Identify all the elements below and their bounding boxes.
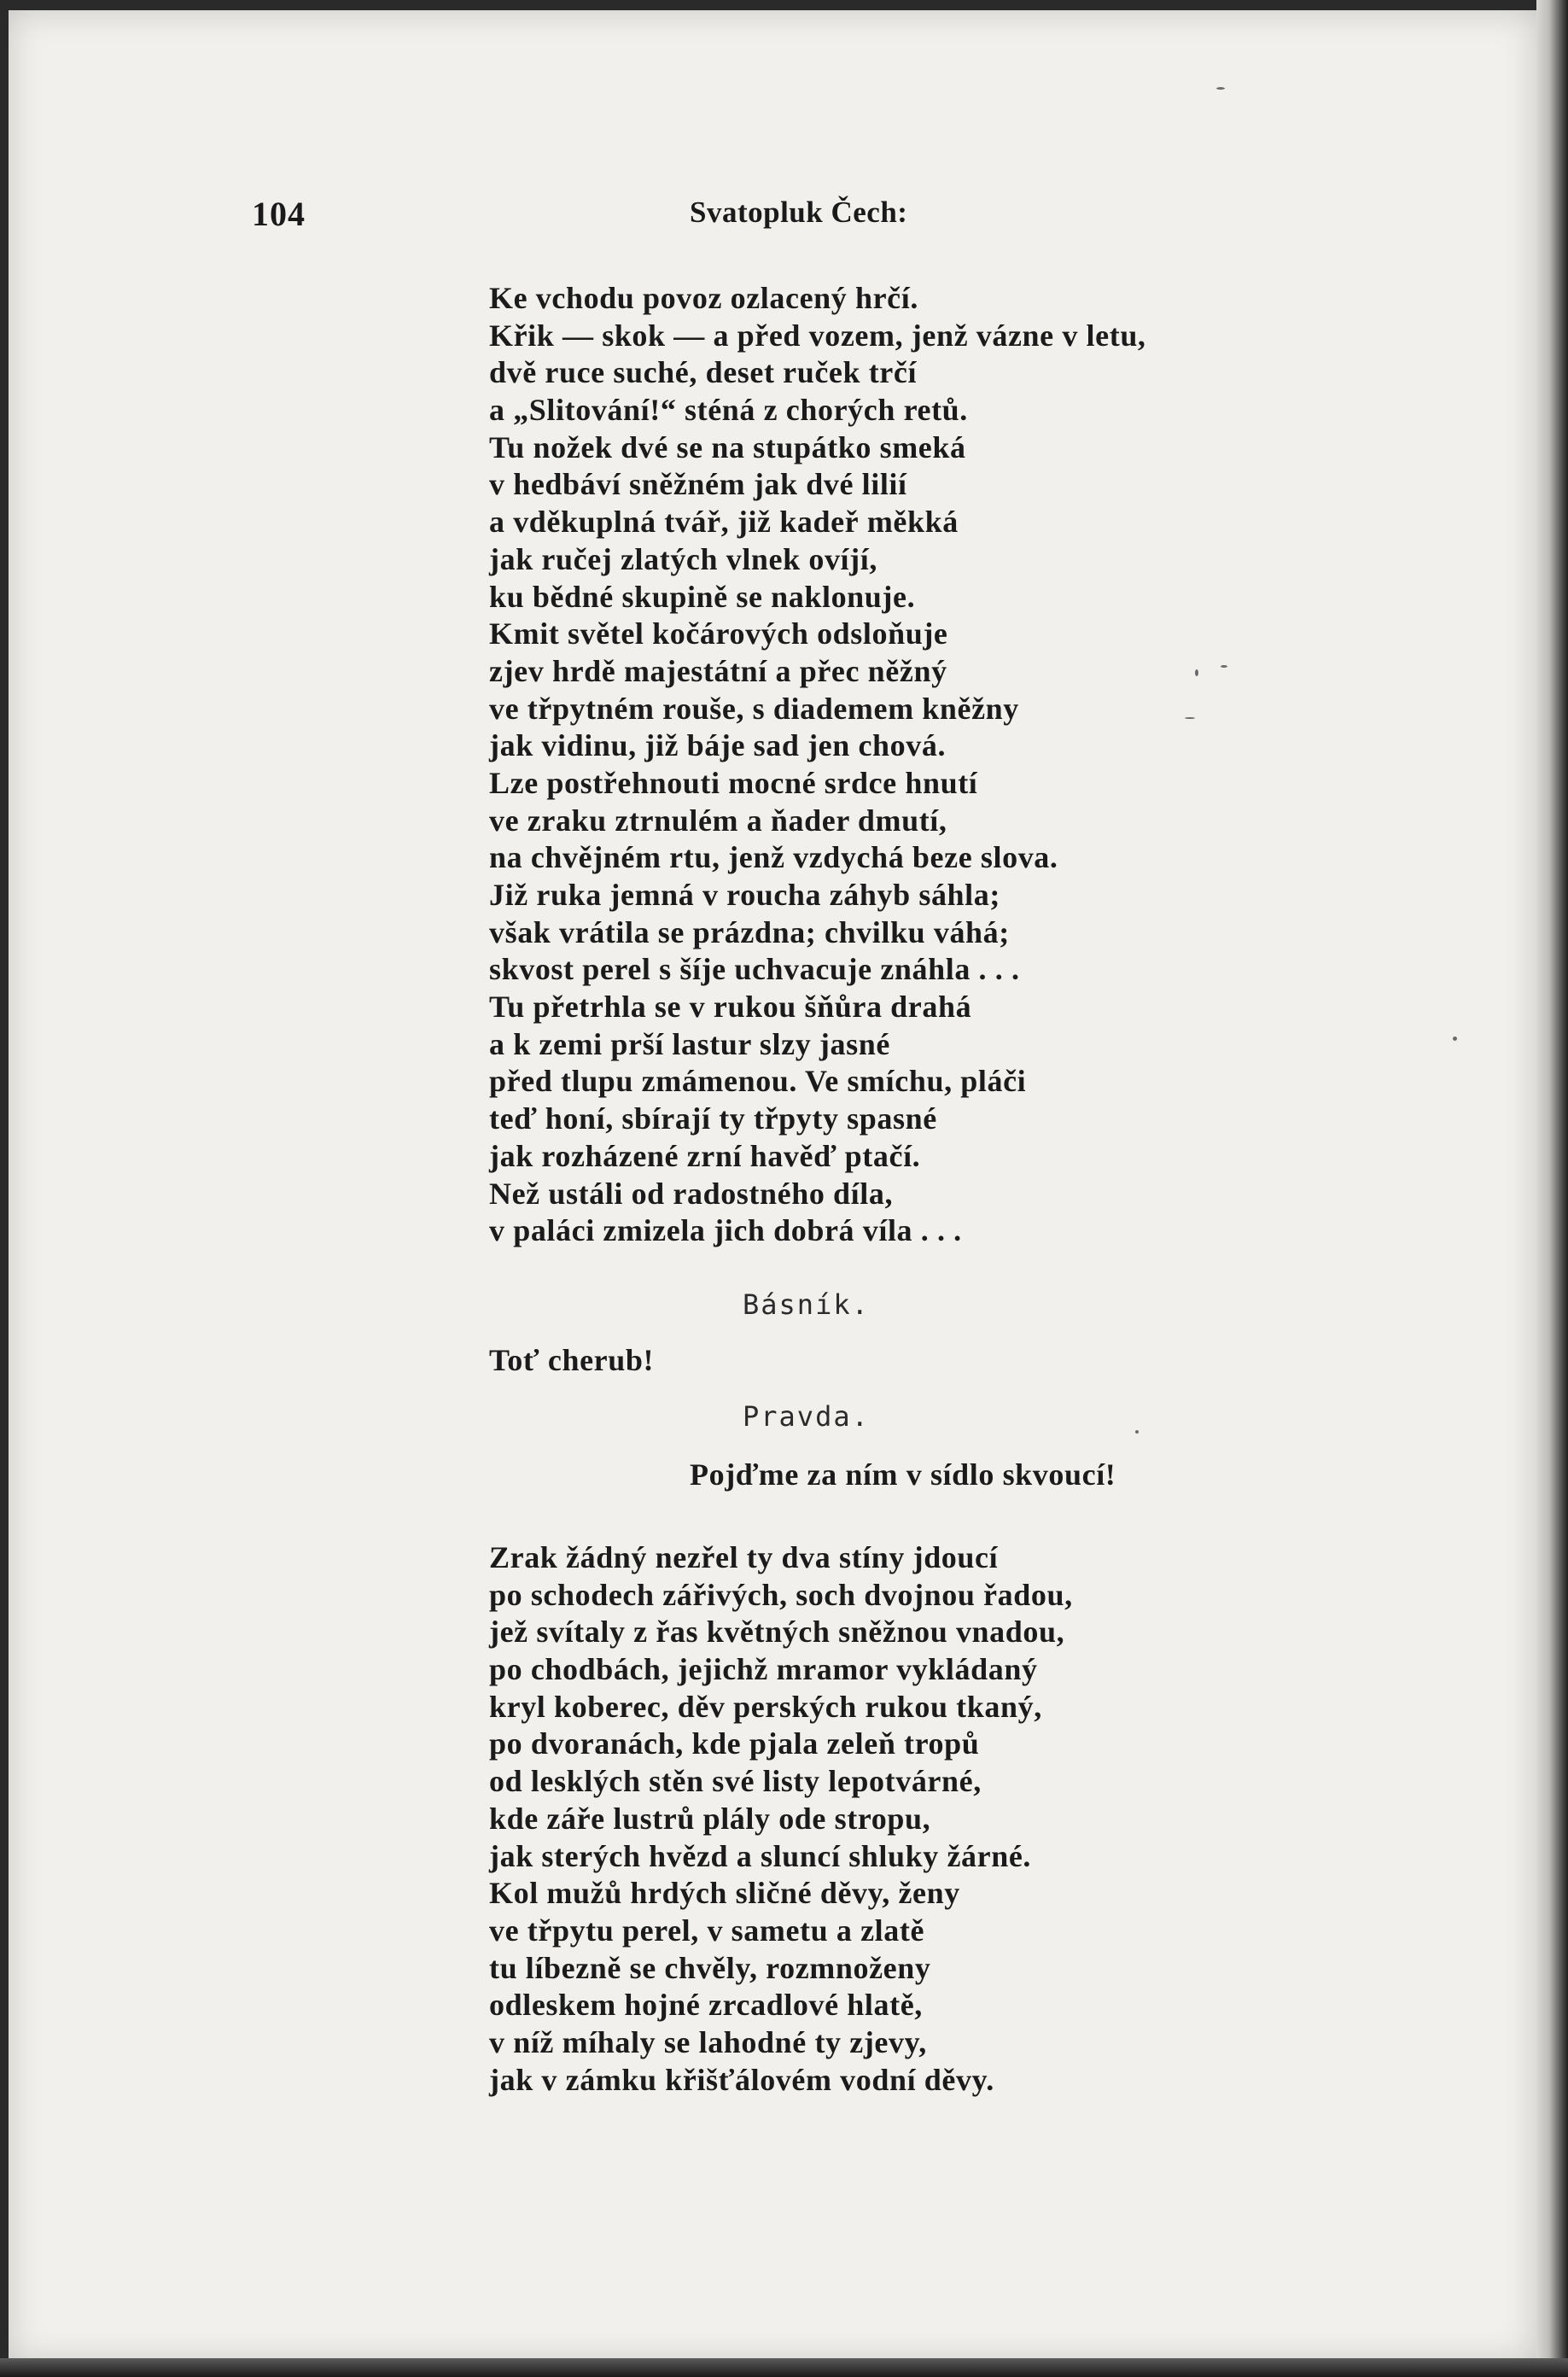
page-edge-right — [1536, 0, 1568, 2377]
paper-speck — [1221, 665, 1227, 668]
page-number: 104 — [252, 195, 306, 233]
verse-2-line: kde záře lustrů plály ode stropu, — [489, 1801, 931, 1836]
verse-1-line: Křik — skok — a před vozem, jenž vázne v letu, — [489, 318, 1146, 353]
verse-1-line: Než ustáli od radostného díla, — [489, 1176, 894, 1211]
verse-2-line: ve třpytu perel, v sametu a zlatě — [489, 1913, 925, 1948]
verse-1-line: však vrátila se prázdna; chvilku váhá; — [489, 914, 1010, 949]
verse-2-line: po chodbách, jejichž mramor vykládaný — [489, 1652, 1038, 1687]
verse-1-line: jak ručej zlatých vlnek ovíjí, — [489, 541, 877, 576]
verse-1-line: skvost perel s šíje uchvacuje znáhla . . . — [489, 952, 1020, 987]
verse-1-line: na chvějném rtu, jenž vzdychá beze slova. — [489, 840, 1058, 875]
verse-2-line: tu líbezně se chvěly, rozmnoženy — [489, 1950, 931, 1985]
verse-2-line: kryl koberec, děv perských rukou tkaný, — [489, 1689, 1042, 1724]
verse-1-line: Ke vchodu povoz ozlacený hrčí. — [489, 281, 918, 315]
verse-1-line: Tu přetrhla se v rukou šňůra drahá — [489, 990, 972, 1025]
speaker-label-basnik: Básník. — [743, 1288, 870, 1321]
verse-1-line: v paláci zmizela jich dobrá víla . . . — [489, 1213, 962, 1248]
verse-2-line: odleskem hojné zrcadlové hlatě, — [489, 1988, 923, 2023]
verse-1-line: jak rozházené zrní havěď ptačí. — [489, 1138, 921, 1173]
dialogue-line-1: Toť cherub! — [489, 1343, 655, 1377]
page-edge-bottom — [0, 2358, 1568, 2377]
verse-1-line: teď honí, sbírají ty třpyty spasné — [489, 1101, 937, 1136]
verse-1-line: Tu nožek dvé se na stupátko smeká — [489, 429, 966, 464]
verse-2-line: v níž míhaly se lahodné ty zjevy, — [489, 2024, 927, 2059]
paper-speck — [1195, 669, 1198, 676]
verse-block-1 — [489, 280, 1146, 1250]
running-title: Svatopluk Čech: — [690, 196, 908, 229]
verse-1-line: před tlupu zmámenou. Ve smíchu, pláči — [489, 1064, 1027, 1099]
speaker-label-pravda: Pravda. — [743, 1400, 870, 1433]
verse-1-line: a k zemi prší lastur slzy jasné — [489, 1026, 890, 1061]
verse-1-line: Lze postřehnouti mocné srdce hnutí — [489, 765, 978, 800]
verse-1-line: zjev hrdě majestátní a přec něžný — [489, 653, 947, 688]
verse-2-line: po dvoranách, kde pjala zeleň tropů — [489, 1726, 980, 1761]
verse-2-line: Kol mužů hrdých sličné děvy, ženy — [489, 1876, 960, 1911]
verse-1-line: ve zraku ztrnulém a ňader dmutí, — [489, 803, 947, 838]
verse-block-2 — [489, 1539, 1073, 2099]
verse-1-line: a vděkuplná tvář, již kadeř měkká — [489, 505, 959, 540]
paper-speck — [1185, 717, 1195, 719]
verse-1-line: v hedbáví sněžném jak dvé lilií — [489, 467, 907, 502]
paper-speck — [1453, 1037, 1457, 1041]
verse-1-line: dvě ruce suché, deset ruček trčí — [489, 355, 918, 390]
verse-2-line: Zrak žádný nezřel ty dva stíny jdoucí — [489, 1540, 999, 1574]
verse-2-line: jež svítaly z řas květných sněžnou vnadou, — [489, 1615, 1065, 1650]
verse-2-line: od lesklých stěn své listy lepotvárné, — [489, 1764, 982, 1799]
verse-1-line: a „Slitování!“ sténá z chorých retů. — [489, 393, 968, 428]
verse-1-line: Již ruka jemná v roucha záhyb sáhla; — [489, 878, 1000, 912]
verse-2-line: jak sterých hvězd a sluncí shluky žárné. — [489, 1838, 1032, 1873]
verse-1-line: Kmit světel kočárových odsloňuje — [489, 616, 948, 651]
verse-2-line: jak v zámku křišťálovém vodní děvy. — [489, 2062, 994, 2097]
page-header — [9, 194, 1536, 245]
book-page — [9, 10, 1536, 2362]
paper-speck — [1216, 87, 1225, 90]
verse-1-line: ve třpytném rouše, s diademem kněžny — [489, 691, 1019, 726]
verse-1-line: jak vidinu, již báje sad jen chová. — [489, 728, 947, 763]
dialogue-line-2: Pojďme za ním v sídlo skvoucí! — [690, 1457, 1116, 1492]
paper-speck — [1135, 1430, 1139, 1434]
verse-2-line: po schodech zářivých, soch dvojnou řadou, — [489, 1577, 1073, 1612]
verse-1-line: ku bědné skupině se naklonuje. — [489, 579, 916, 614]
